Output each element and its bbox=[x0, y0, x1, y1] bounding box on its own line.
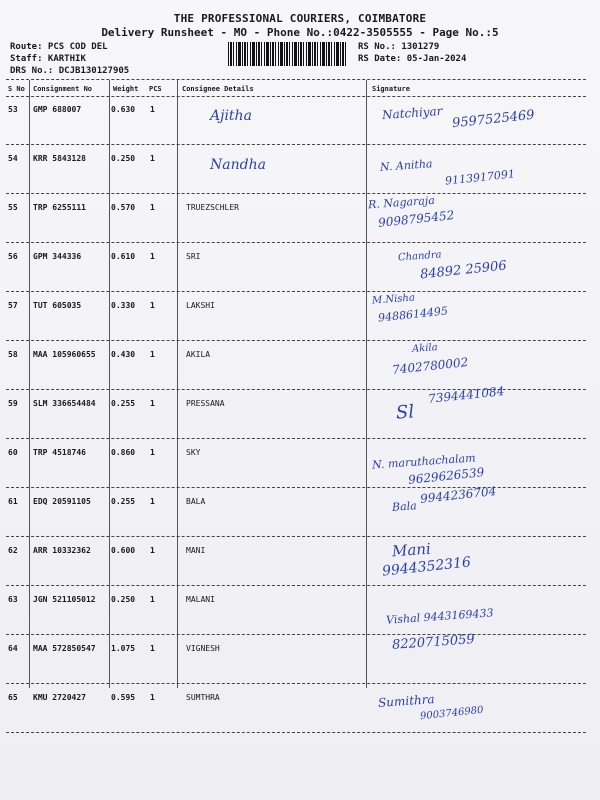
row-handwritten-name: Ajitha bbox=[210, 108, 252, 124]
row-consignee-name: AKILA bbox=[186, 350, 211, 359]
table-row bbox=[6, 537, 586, 586]
header-top-rule bbox=[6, 79, 586, 80]
row-consignment-no: ARR 10332362 bbox=[33, 546, 91, 555]
row-sno: 61 bbox=[8, 497, 18, 506]
row-signature: N. Anitha bbox=[379, 157, 433, 174]
table-row bbox=[6, 292, 586, 341]
row-weight: 0.570 bbox=[111, 203, 136, 212]
table-row bbox=[6, 586, 586, 635]
row-weight: 0.430 bbox=[111, 350, 136, 359]
row-consignment-no: TRP 4518746 bbox=[33, 448, 86, 457]
row-signature: R. Nagaraja bbox=[367, 193, 436, 212]
row-handwritten-name: Nandha bbox=[210, 157, 266, 173]
row-sno: 60 bbox=[8, 448, 18, 457]
row-signature: Sumithra bbox=[377, 692, 436, 710]
row-sno: 63 bbox=[8, 595, 18, 604]
row-consignee-name: MALANI bbox=[186, 595, 215, 604]
row-consignment-no: JGN 521105012 bbox=[33, 595, 96, 604]
row-signature: 9629626539 bbox=[407, 465, 485, 487]
col-header-signature: Signature bbox=[372, 85, 410, 93]
row-consignee-name: TRUEZSCHLER bbox=[186, 203, 239, 212]
row-sno: 62 bbox=[8, 546, 18, 555]
row-weight: 0.860 bbox=[111, 448, 136, 457]
table-row bbox=[6, 684, 586, 733]
row-pcs: 1 bbox=[150, 546, 155, 555]
row-consignment-no: SLM 336654484 bbox=[33, 399, 96, 408]
row-signature: 9488614495 bbox=[377, 304, 449, 325]
table-row bbox=[6, 341, 586, 390]
row-consignee-name: SUMTHRA bbox=[186, 693, 220, 702]
route-text: Route: PCS COD DEL bbox=[10, 42, 108, 52]
row-consignee-name: BALA bbox=[186, 497, 206, 506]
row-consignment-no: MAA 105960655 bbox=[33, 350, 96, 359]
rs-number: RS No.: 1301279 bbox=[358, 42, 440, 52]
row-consignment-no: TRP 6255111 bbox=[33, 203, 86, 212]
row-weight: 0.255 bbox=[111, 399, 136, 408]
row-sno: 59 bbox=[8, 399, 18, 408]
row-signature: Bala bbox=[391, 499, 418, 514]
row-consignee-name: SKY bbox=[186, 448, 201, 457]
row-sno: 57 bbox=[8, 301, 18, 310]
row-pcs: 1 bbox=[150, 301, 155, 310]
row-pcs: 1 bbox=[150, 644, 155, 653]
row-signature: 9003746980 bbox=[419, 704, 485, 723]
row-signature: Akila bbox=[411, 342, 438, 355]
row-divider bbox=[6, 732, 586, 733]
row-consignee-name: PRESSANA bbox=[186, 399, 225, 408]
row-consignee-name: LAKSHI bbox=[186, 301, 215, 310]
row-weight: 0.630 bbox=[111, 105, 136, 114]
row-sno: 65 bbox=[8, 693, 18, 702]
row-signature: 9944236704 bbox=[419, 484, 497, 506]
row-weight: 1.075 bbox=[111, 644, 136, 653]
row-signature: 84892 25906 bbox=[419, 258, 508, 283]
row-signature: 7394441084 bbox=[427, 384, 505, 406]
rs-date: RS Date: 05-Jan-2024 bbox=[358, 54, 467, 64]
col-header-weight: Weight bbox=[113, 85, 139, 93]
row-pcs: 1 bbox=[150, 105, 155, 114]
row-pcs: 1 bbox=[150, 693, 155, 702]
table-row bbox=[6, 194, 586, 243]
row-consignment-no: GMP 688007 bbox=[33, 105, 82, 114]
table-row bbox=[6, 439, 586, 488]
row-signature: 9113917091 bbox=[444, 167, 516, 188]
runsheet-subtitle: Delivery Runsheet - MO - Phone No.:0422-3505555 - Page No.:5 bbox=[101, 26, 499, 39]
row-weight: 0.330 bbox=[111, 301, 136, 310]
row-signature: 8220715059 bbox=[391, 632, 476, 653]
row-consignment-no: MAA 572850547 bbox=[33, 644, 96, 653]
row-signature: M.Nisha bbox=[371, 292, 416, 307]
row-consignee-name: MANI bbox=[186, 546, 206, 555]
row-sno: 55 bbox=[8, 203, 18, 212]
row-weight: 0.250 bbox=[111, 595, 136, 604]
row-sno: 54 bbox=[8, 154, 18, 163]
row-weight: 0.610 bbox=[111, 252, 136, 261]
col-header-pcs: PCS bbox=[149, 85, 162, 93]
staff-text: Staff: KARTHIK bbox=[10, 54, 86, 64]
row-pcs: 1 bbox=[150, 448, 155, 457]
table-row bbox=[6, 635, 586, 684]
col-header-consignee: Consignee Details bbox=[182, 85, 254, 93]
row-pcs: 1 bbox=[150, 350, 155, 359]
row-pcs: 1 bbox=[150, 497, 155, 506]
drs-number: DRS No.: DCJB130127905 bbox=[10, 66, 130, 76]
row-sno: 58 bbox=[8, 350, 18, 359]
row-consignee-name: VIGNESH bbox=[186, 644, 220, 653]
row-pcs: 1 bbox=[150, 399, 155, 408]
row-consignment-no: KMU 2720427 bbox=[33, 693, 86, 702]
row-consignment-no: TUT 605035 bbox=[33, 301, 82, 310]
row-consignment-no: EDQ 20591105 bbox=[33, 497, 91, 506]
row-signature: N. maruthachalam bbox=[371, 451, 476, 472]
row-consignment-no: GPM 344336 bbox=[33, 252, 82, 261]
row-signature: Natchiyar bbox=[381, 103, 443, 123]
barcode bbox=[228, 42, 346, 66]
row-signature: Vishal 9443169433 bbox=[385, 606, 494, 627]
row-signature: 9944352316 bbox=[381, 554, 472, 580]
row-consignee-name: SRI bbox=[186, 252, 201, 261]
row-pcs: 1 bbox=[150, 154, 155, 163]
row-pcs: 1 bbox=[150, 595, 155, 604]
col-header-consignment: Consignment No bbox=[33, 85, 93, 93]
row-signature: Sl bbox=[395, 401, 415, 424]
row-signature: Mani bbox=[391, 539, 432, 561]
company-title: THE PROFESSIONAL COURIERS, COIMBATORE bbox=[173, 12, 427, 25]
row-signature: 9597525469 bbox=[451, 107, 536, 132]
row-consignment-no: KRR 5843128 bbox=[33, 154, 86, 163]
row-weight: 0.600 bbox=[111, 546, 136, 555]
row-pcs: 1 bbox=[150, 203, 155, 212]
table-row bbox=[6, 488, 586, 537]
row-pcs: 1 bbox=[150, 252, 155, 261]
row-signature: 7402780002 bbox=[391, 355, 469, 377]
row-sno: 56 bbox=[8, 252, 18, 261]
col-header-sno: S No bbox=[8, 85, 25, 93]
row-signature: Chandra bbox=[397, 249, 442, 264]
row-weight: 0.595 bbox=[111, 693, 136, 702]
row-sno: 64 bbox=[8, 644, 18, 653]
row-sno: 53 bbox=[8, 105, 18, 114]
row-weight: 0.255 bbox=[111, 497, 136, 506]
row-signature: 9098795452 bbox=[377, 208, 455, 230]
row-weight: 0.250 bbox=[111, 154, 136, 163]
